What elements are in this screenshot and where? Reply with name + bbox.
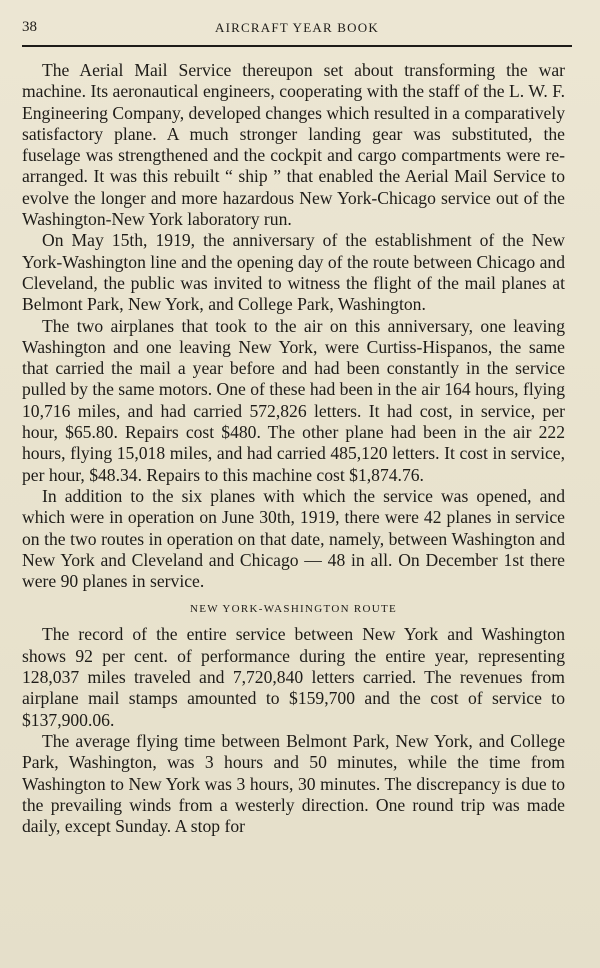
body-text bbox=[22, 60, 565, 837]
running-head: AIRCRAFT YEAR BOOK bbox=[215, 20, 379, 35]
paragraph: The Aerial Mail Service thereupon set about transforming the war machine. Its aeronautical engineers, cooperating with the staff of the L. W. F. Engineering Company, developed changes which resulted in a comparatively satisfactory plane. A much stronger landing gear was substituted, the fuselage was strengthened and the cockpit and cargo compartments were re-arranged. It was this rebuilt “ ship ” that enabled the Aerial Mail Service to evolve the longer and more hazardous New York-Chicago service out of the Washington-New York laboratory run. bbox=[22, 60, 565, 230]
header-rule bbox=[22, 45, 572, 47]
page-number: 38 bbox=[22, 19, 37, 35]
page-header bbox=[22, 18, 572, 42]
paragraph: The average flying time between Belmont Park, New York, and College Park, Washington, was 3 hours and 50 minutes, while the time from Washington to New York was 3 hours, 30 minutes. The discrepancy is due to the prevailing winds from a westerly direction. One round trip was made daily, except Sunday. A stop for bbox=[22, 730, 565, 837]
section-heading: NEW YORK-WASHINGTON ROUTE bbox=[189, 603, 398, 616]
paragraph: The two airplanes that took to the air on this anniversary, one leaving Washington and one leaving New York, were Curtiss-Hispanos, the same that carried the mail a year before and had been constantly in the service pulled by the same motors. One of these had been in the air 164 hours, flying 10,716 miles, and had carried 572,826 letters. It had cost, in service, per hour, $65.80. Repairs cost $480. The other plane had been in the air 222 hours, flying 15,018 miles, and had carried 485,120 letters. It cost in service, per hour, $48.34. Repairs to this machine cost $1,874.76. bbox=[22, 315, 565, 485]
paragraph: On May 15th, 1919, the anniversary of the establishment of the New York-Washington line and the opening day of the route between Chicago and Cleveland, the public was invited to witness the flight of the mail planes at Belmont Park, New York, and College Park, Washington. bbox=[22, 230, 565, 315]
paragraph: In addition to the six planes with which the service was opened, and which were in operation on June 30th, 1919, there were 42 planes in service on the two routes in operation on that date, namely, between Washington and New York and Cleveland and Chicago — 48 in all. On December 1st there were 90 planes in service. bbox=[22, 485, 565, 592]
paragraph: The record of the entire service between New York and Washington shows 92 per cent. of performance during the entire year, representing 128,037 miles traveled and 7,720,840 letters carried. The revenues from airplane mail stamps amounted to $159,700 and the cost of service to $137,900.06. bbox=[22, 624, 565, 730]
